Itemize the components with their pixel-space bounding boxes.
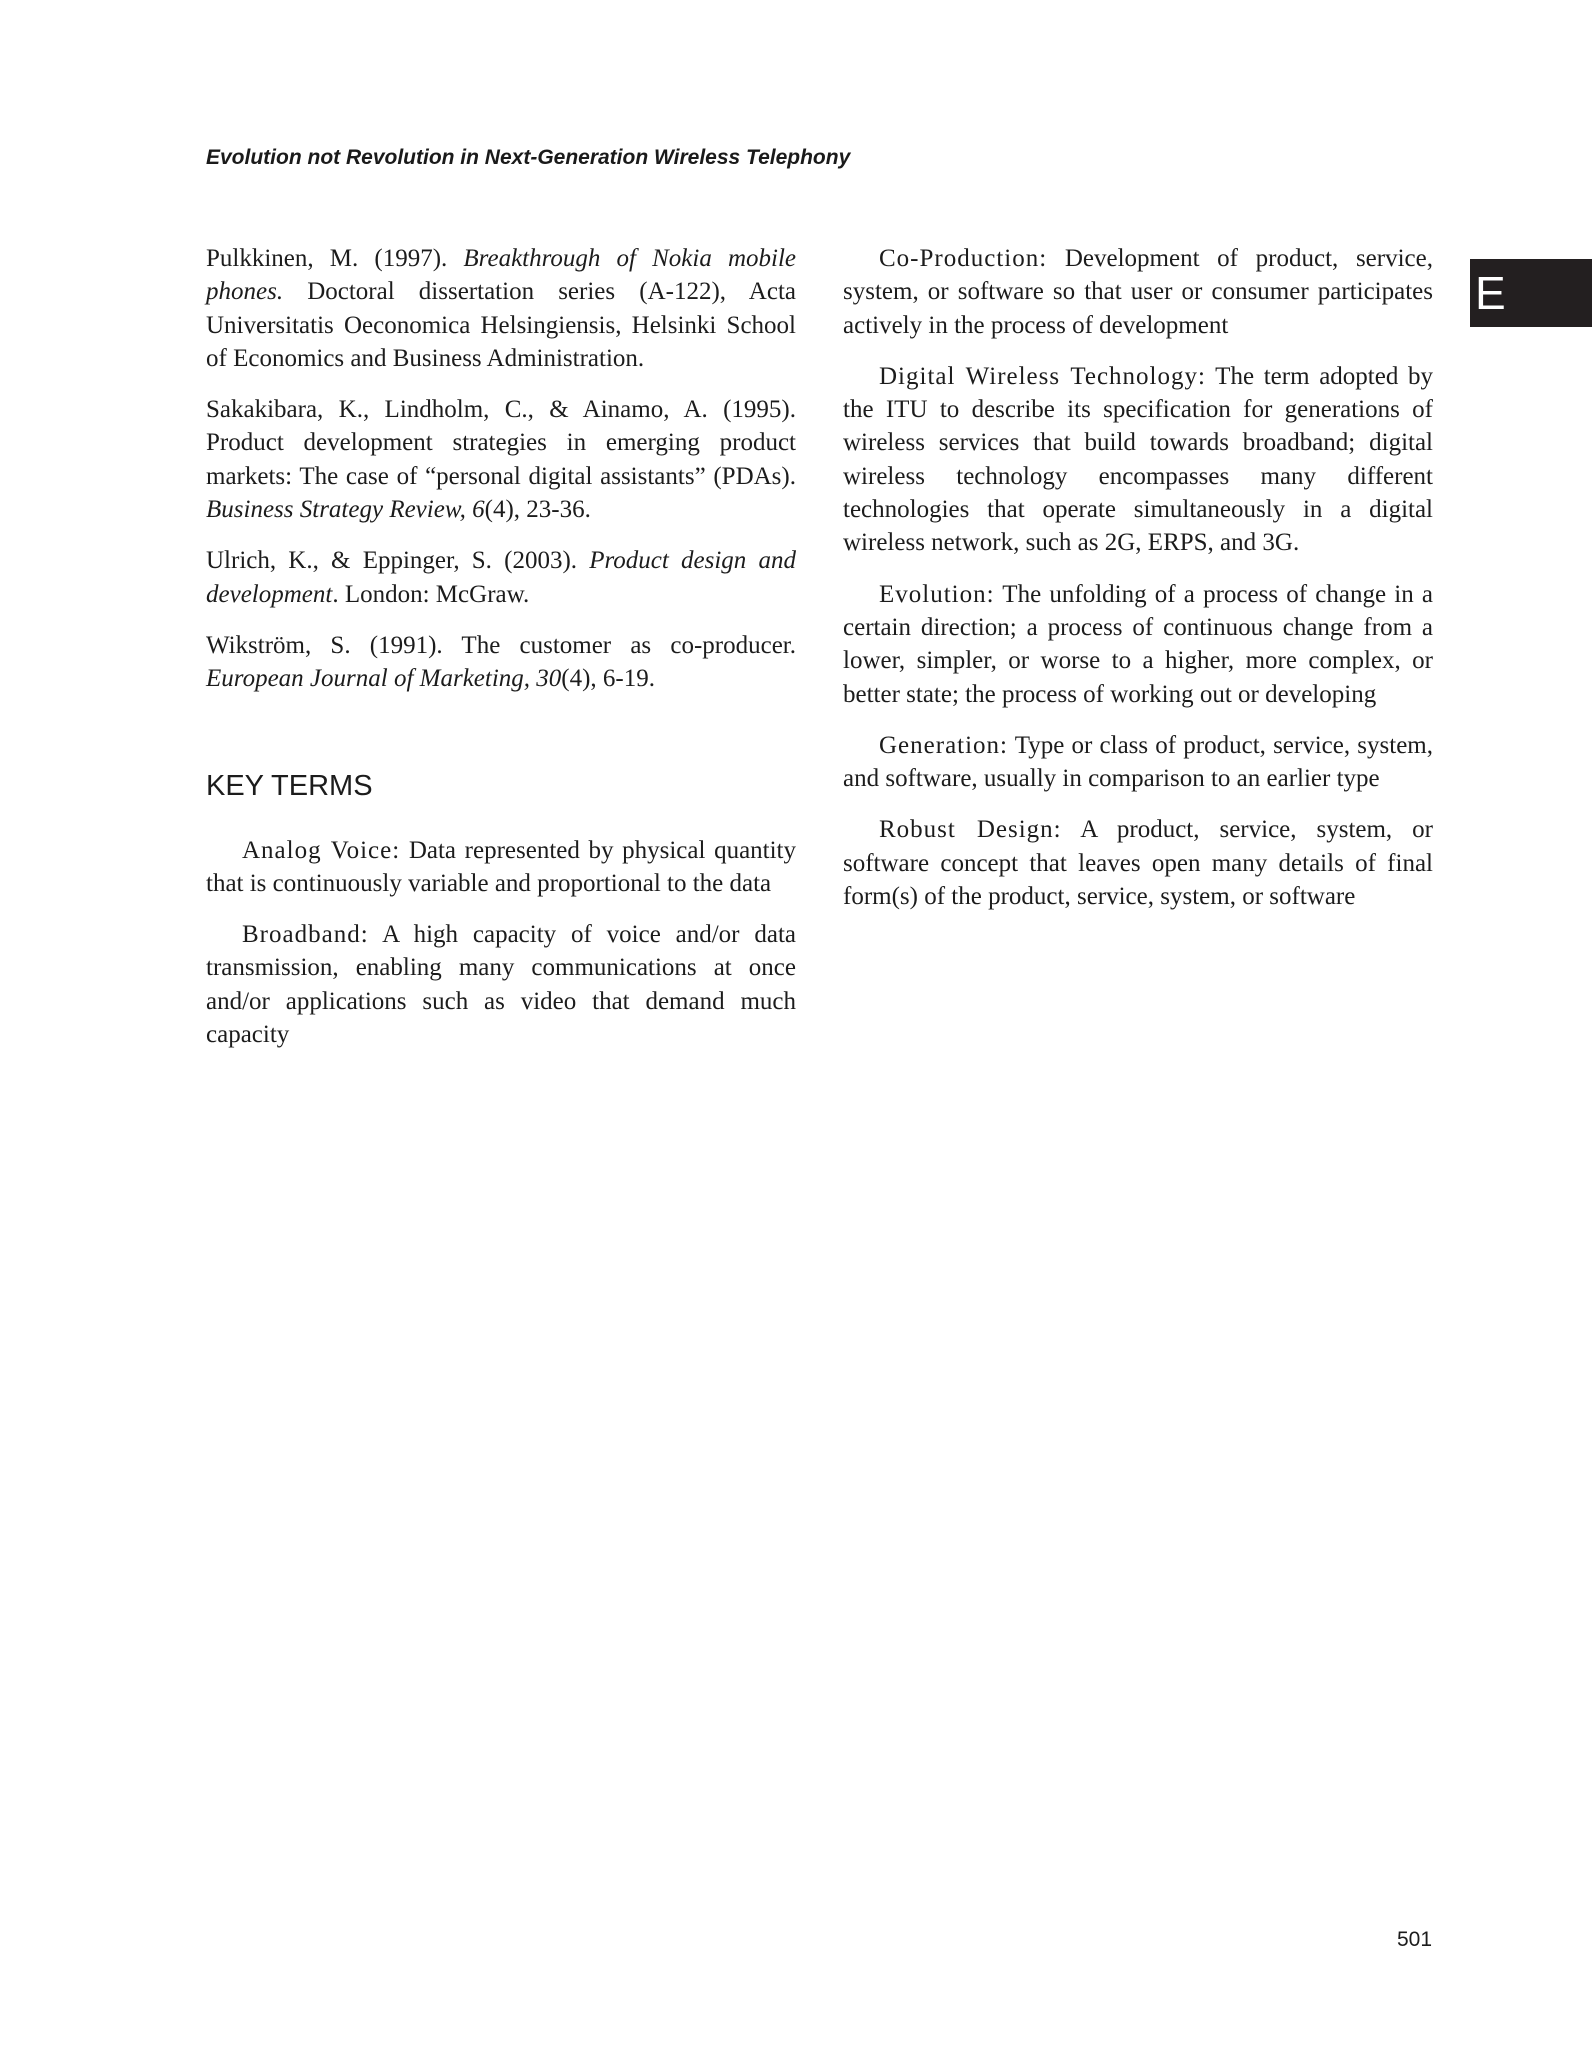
reference-entry: Pulkkinen, M. (1997). Breakthrough of Nokia mobile phones. Doctoral dissertation series (A-122), Acta Universitatis Oeconomica Helsingiensis, Helsinki School of Economics and Business Administration. — [206, 245, 796, 372]
left-column — [206, 242, 796, 1069]
page-number: 501 — [1397, 1928, 1433, 1951]
key-term-name: Generation: — [879, 731, 1009, 759]
running-head-title: Evolution not Revolution in Next-Generation Wireless Telephony — [206, 146, 851, 169]
section-tab — [1470, 259, 1592, 327]
key-term-definition: The term adopted by the ITU to describe its specification for generations of wireless services that build towards broadband; digital wireless technology encompasses many different technologies that operate simultaneously in a digital wireless network, such as 2G, ERPS, and 3G. — [843, 362, 1433, 557]
key-term-name: Robust Design: — [879, 816, 1062, 844]
key-term-definition: Development of product, service, system, or software so that user or consumer participates actively in the process of development — [843, 245, 1433, 339]
key-term-definition: Data represented by physical quantity that is continuously variable and proportional to the data — [206, 836, 797, 897]
section-tab-letter: E — [1475, 267, 1506, 319]
key-terms-heading: KEY TERMS — [206, 769, 373, 802]
key-term-entry — [843, 729, 1433, 796]
reference-entry: Wikström, S. (1991). The customer as co-producer. European Journal of Marketing, 30(4), 6-19. — [206, 631, 796, 693]
key-term-entry — [843, 813, 1433, 913]
key-term-name: Co-Production: — [879, 245, 1048, 272]
key-term-name: Digital Wireless Technology: — [879, 362, 1206, 390]
key-term-entry — [843, 360, 1433, 560]
key-term-name: Broadband: — [242, 921, 369, 949]
reference-entry: Ulrich, K., & Eppinger, S. (2003). Product design and development. London: McGraw. — [206, 547, 796, 608]
key-term-definition: A high capacity of voice and/or data transmission, enabling many communications at once and/or applications such as video that demand much capacity — [206, 921, 796, 1049]
right-column — [843, 242, 1433, 931]
key-term-definition: The unfolding of a process of change in a certain direction; a process of continuous change from a lower, simpler, or worse to a higher, more complex, or better state; the process of working out or developing — [843, 580, 1433, 708]
key-term-entry — [843, 242, 1433, 342]
key-term-entry — [206, 918, 796, 1051]
key-term-definition: Type or class of product, service, system, and software, usually in comparison to an earlier type — [843, 731, 1433, 793]
key-term-entry — [206, 834, 796, 901]
key-term-name: Evolution: — [879, 580, 995, 608]
key-term-name: Analog Voice: — [242, 836, 401, 864]
key-term-definition: A product, service, system, or software concept that leaves open many details of final form(s) of the product, service, system, or software — [843, 816, 1433, 911]
reference-entry: Sakakibara, K., Lindholm, C., & Ainamo, A. (1995). Product development strategies in emerging product markets: The case of “personal digital assistants” (PDAs). Business Strategy Review, 6(4), 23-36. — [206, 396, 796, 524]
key-term-entry — [843, 578, 1433, 711]
